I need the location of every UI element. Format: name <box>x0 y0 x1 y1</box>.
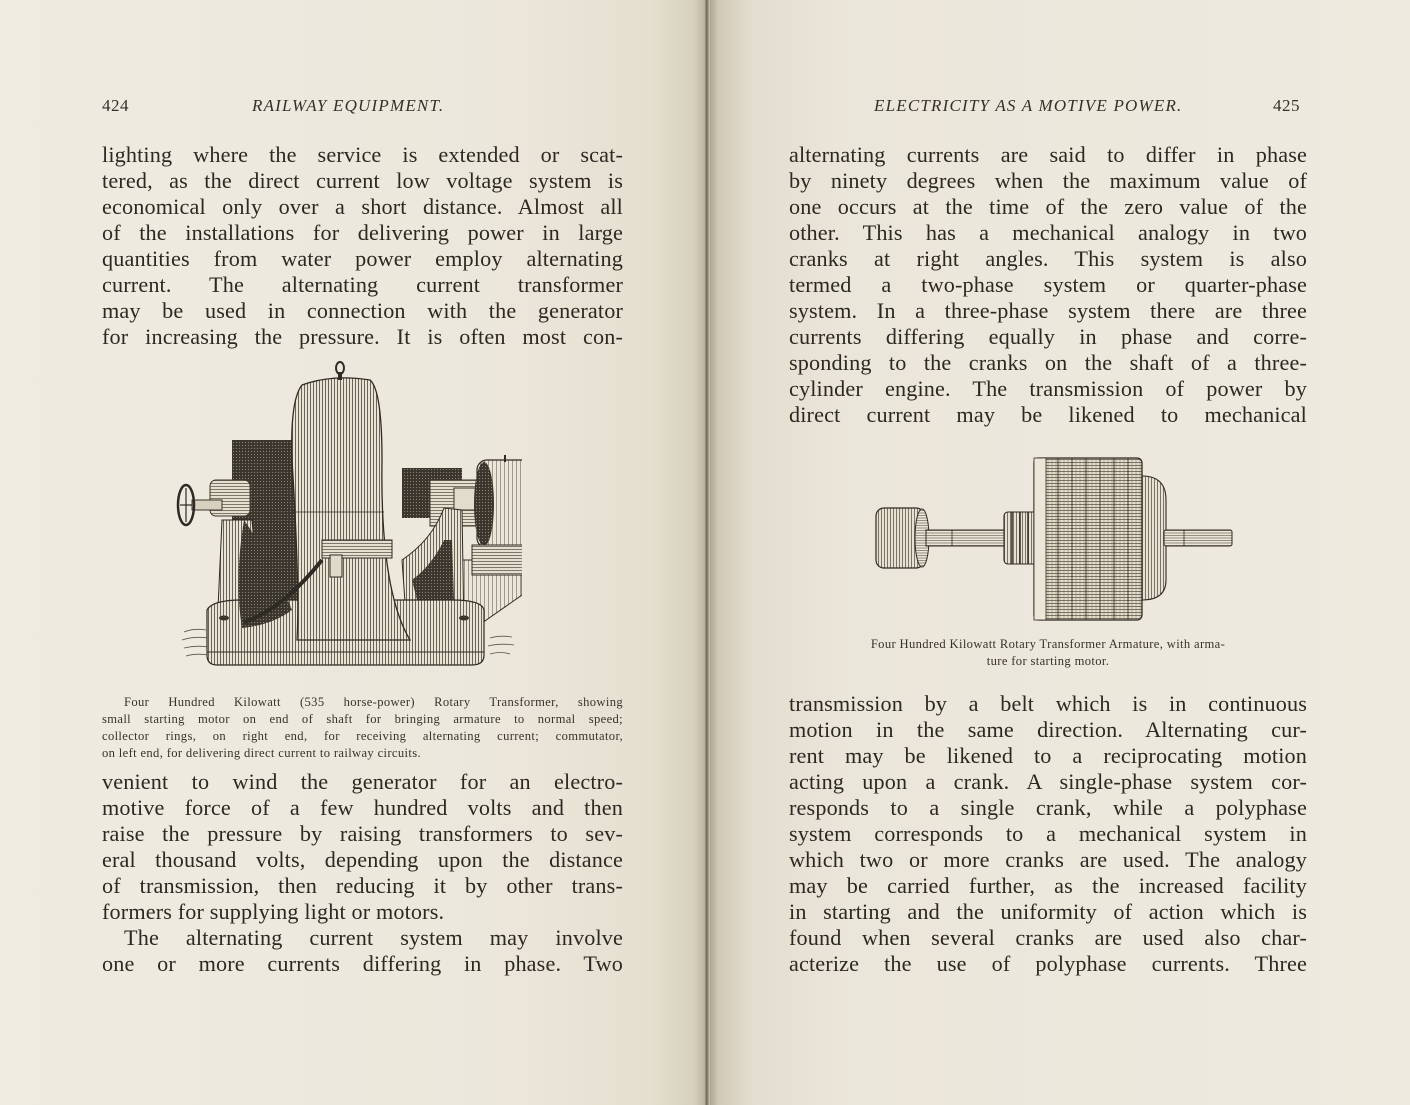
left-paragraph-2 <box>102 769 623 977</box>
right-page <box>708 0 1410 1105</box>
text-line: one or more currents differing in phase. Two <box>102 951 623 976</box>
right-figure-caption <box>808 636 1288 670</box>
text-line: may be carried further, as the increased facility <box>789 873 1307 898</box>
text-line: venient to wind the generator for an electro- <box>102 769 623 794</box>
left-figure-caption <box>102 694 623 762</box>
text-line: sponding to the cranks on the shaft of a three- <box>789 350 1307 375</box>
text-line: may be used in connection with the generator <box>102 298 623 323</box>
rotary-transformer-figure <box>172 360 522 680</box>
text-line: motion in the same direction. Alternating cur- <box>789 717 1307 742</box>
right-paragraph-1 <box>789 142 1307 428</box>
text-line: formers for supplying light or motors. <box>102 899 445 924</box>
left-page-header <box>102 96 632 118</box>
text-line: transmission by a belt which is in continuous <box>789 691 1307 716</box>
caption-line: ture for starting motor. <box>986 654 1110 668</box>
text-line: raise the pressure by raising transformers to sev- <box>102 821 623 846</box>
text-line: The alternating current system may involve <box>124 925 623 950</box>
text-line: termed a two-phase system or quarter-phase <box>789 272 1307 297</box>
page-number: 425 <box>1273 96 1300 115</box>
text-line: tered, as the direct current low voltage system is <box>102 168 623 193</box>
text-line: other. This has a mechanical analogy in two <box>789 220 1307 245</box>
text-line: lighting where the service is extended or scat- <box>102 142 623 167</box>
text-line: for increasing the pressure. It is often most con- <box>102 324 623 349</box>
text-line: system corresponds to a mechanical system in <box>789 821 1307 846</box>
book-gutter <box>704 0 710 1105</box>
text-line: responds to a single crank, while a polyphase <box>789 795 1307 820</box>
text-line: acterize the use of polyphase currents. Three <box>789 951 1307 976</box>
page-number: 424 <box>102 96 129 115</box>
running-title: RAILWAY EQUIPMENT. <box>252 96 445 115</box>
text-line: found when several cranks are used also char- <box>789 925 1307 950</box>
rotary-transformer-engraving-icon <box>172 360 522 680</box>
text-line: quantities from water power employ alternating <box>102 246 623 271</box>
text-line: alternating currents are said to differ in phase <box>789 142 1307 167</box>
right-page-header <box>788 96 1308 118</box>
text-line: in starting and the uniformity of action which is <box>789 899 1307 924</box>
armature-engraving-icon <box>866 450 1236 625</box>
text-line: economical only over a short distance. Almost all <box>102 194 623 219</box>
running-title: ELECTRICITY AS A MOTIVE POWER. <box>874 96 1183 115</box>
right-paragraph-2 <box>789 691 1307 977</box>
left-paragraph-1 <box>102 142 623 350</box>
text-line: cranks at right angles. This system is also <box>789 246 1307 271</box>
caption-line: Four Hundred Kilowatt Rotary Transformer Armature, with arma- <box>870 637 1226 651</box>
text-line: one occurs at the time of the zero value of the <box>789 194 1307 219</box>
caption-line: collector rings, on right end, for receiving alternating current; commutator, <box>102 729 623 743</box>
text-line: currents differing equally in phase and corre- <box>789 324 1307 349</box>
caption-line: Four Hundred Kilowatt (535 horse-power) Rotary Transformer, showing <box>124 695 623 709</box>
text-line: eral thousand volts, depending upon the distance <box>102 847 623 872</box>
text-line: acting upon a crank. A single-phase system cor- <box>789 769 1307 794</box>
caption-line: small starting motor on end of shaft for bringing armature to normal speed; <box>102 712 623 726</box>
text-line: which two or more cranks are used. The analogy <box>789 847 1307 872</box>
caption-line: on left end, for delivering direct current to railway circuits. <box>102 746 421 760</box>
text-line: current. The alternating current transformer <box>102 272 623 297</box>
text-line: cylinder engine. The transmission of power by <box>789 376 1307 401</box>
text-line: system. In a three-phase system there are three <box>789 298 1307 323</box>
text-line: by ninety degrees when the maximum value of <box>789 168 1307 193</box>
text-line: of the installations for delivering power in large <box>102 220 623 245</box>
text-line: rent may be likened to a reciprocating motion <box>789 743 1307 768</box>
text-line: motive force of a few hundred volts and then <box>102 795 623 820</box>
text-line: direct current may be likened to mechanical <box>789 402 1307 427</box>
text-line: of transmission, then reducing it by other trans- <box>102 873 623 898</box>
armature-figure <box>866 450 1236 625</box>
